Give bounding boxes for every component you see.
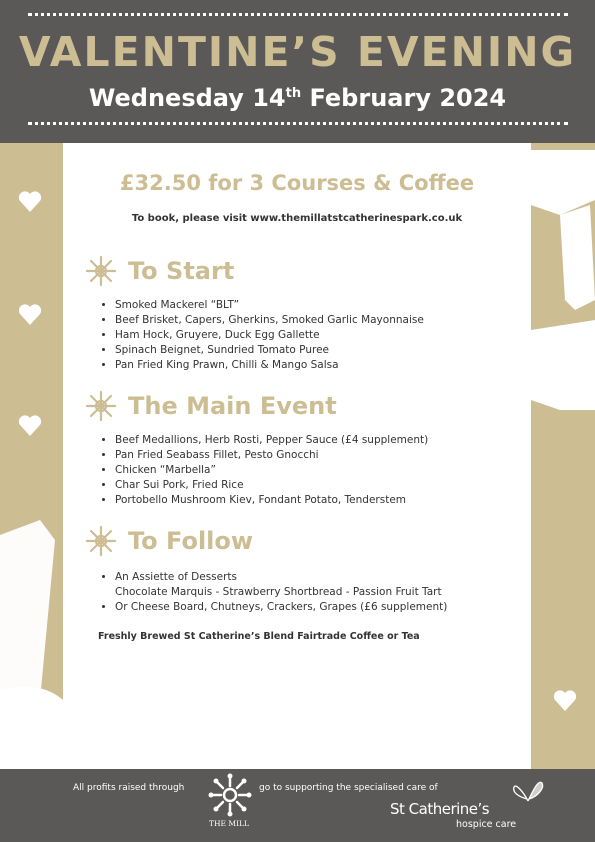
mill-logo-text: THE MILL <box>208 819 249 828</box>
price-heading: £32.50 for 3 Courses & Coffee <box>119 171 475 195</box>
section-title: To Follow <box>128 527 254 555</box>
starter-list <box>98 298 515 373</box>
list-item: • Or Cheese Board, Chutneys, Crackers, Grapes (£6 supplement) <box>115 600 515 615</box>
list-item: • Chicken “Marbella” <box>115 463 515 478</box>
main-list <box>98 433 515 508</box>
header-banner <box>0 0 595 143</box>
list-item: • Ham Hock, Gruyere, Duck Egg Gallette <box>115 328 515 343</box>
list-item: • Portobello Mushroom Kiev, Fondant Potato, Tenderstem <box>115 493 515 508</box>
snowflake-icon <box>85 525 117 557</box>
list-item: • Beef Medallions, Herb Rosti, Pepper Sauce (£4 supplement) <box>115 433 515 448</box>
dotted-divider-bottom <box>28 122 568 125</box>
event-date: Wednesday 14th February 2024 <box>88 84 507 112</box>
coffee-note: Freshly Brewed St Catherine’s Blend Fairtrade Coffee or Tea <box>98 631 420 642</box>
snowflake-icon <box>85 255 117 287</box>
heart-icon <box>17 189 43 215</box>
dessert-assiette-detail: Chocolate Marquis - Strawberry Shortbread - Passion Fruit Tart <box>115 586 442 598</box>
section-title: To Start <box>128 257 235 285</box>
section-title: The Main Event <box>128 392 337 420</box>
butterfly-icon <box>512 779 544 805</box>
list-item: • Pan Fried King Prawn, Chilli & Mango Salsa <box>115 358 515 373</box>
charity-name: St Catherine’s <box>390 800 490 818</box>
list-item: • Smoked Mackerel “BLT” <box>115 298 515 313</box>
heart-icon <box>552 688 578 714</box>
list-item <box>115 570 515 600</box>
list-item: • Spinach Beignet, Sundried Tomato Puree <box>115 343 515 358</box>
menu-panel <box>63 143 531 769</box>
footer-bar <box>0 769 595 842</box>
dotted-divider-top <box>28 13 568 16</box>
heart-icon <box>17 302 43 328</box>
dessert-assiette: • An Assiette of Desserts <box>115 571 238 583</box>
heart-icon <box>17 413 43 439</box>
booking-info: To book, please visit www.themillatstcatherinespark.co.uk <box>131 213 463 224</box>
footer-left-text: All profits raised through <box>73 783 185 793</box>
dessert-list <box>98 570 515 615</box>
list-item: • Pan Fried Seabass Fillet, Pesto Gnocchi <box>115 448 515 463</box>
list-item: • Char Sui Pork, Fried Rice <box>115 478 515 493</box>
snowflake-icon <box>85 390 117 422</box>
list-item: • Beef Brisket, Capers, Gherkins, Smoked Garlic Mayonnaise <box>115 313 515 328</box>
event-title: VALENTINE’S EVENING <box>18 28 577 76</box>
footer-right-text: go to supporting the specialised care of <box>259 783 438 793</box>
charity-subtitle: hospice care <box>456 819 517 830</box>
